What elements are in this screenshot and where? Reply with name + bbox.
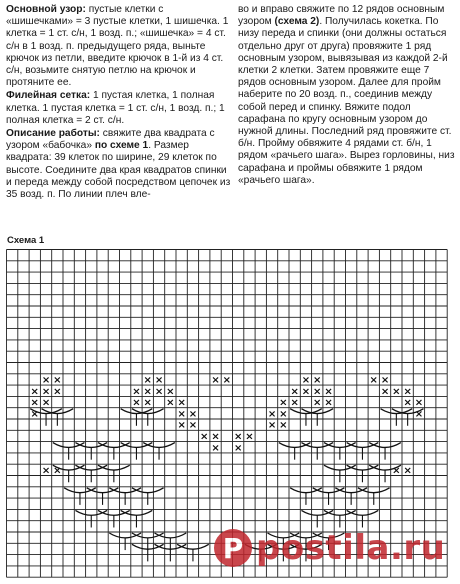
x-mark: × [166,397,175,409]
x-mark: × [30,397,39,409]
x-mark: × [41,386,51,398]
bracket-loop [121,510,153,515]
x-mark: × [211,442,220,454]
filet-mesh-text: 1 пустая клетка, 1 полная клетка. 1 пустая клетка = 1 ст. с/н, 1 возд. п.; 1 полная клетка = 2 ст. с/н. [6,90,225,126]
x-mark: × [200,431,209,443]
x-mark: × [301,374,311,386]
x-mark: × [30,408,39,420]
x-mark: × [177,420,186,432]
chart-caption: Схема 1 [7,235,45,246]
x-mark: × [166,386,175,398]
x-mark: × [154,386,164,398]
bracket-loop [177,544,209,549]
x-mark: × [380,386,390,398]
x-mark: × [324,397,333,409]
paragraph-main-pattern [6,4,232,89]
bracket-loop [98,465,130,470]
main-pattern-heading: Основной узор: [6,4,86,15]
scheme-1-ref: по схеме 1 [94,140,149,152]
x-mark: × [290,386,299,398]
x-mark: × [132,397,141,409]
x-mark: × [313,397,322,409]
watermark [214,518,454,578]
x-mark: × [211,431,220,443]
paragraph-work-description [6,128,232,201]
scheme-2-ref: (схема 2) [274,16,320,28]
x-mark: × [143,386,152,398]
paragraph-filet-mesh [6,90,232,127]
x-mark: × [233,431,243,443]
x-mark: × [403,465,412,477]
right-column [238,4,456,188]
left-column [6,4,232,202]
x-mark: × [177,408,186,420]
x-mark: × [188,420,198,432]
x-mark: × [392,465,401,477]
x-mark: × [290,397,299,409]
work-description-heading: Описание работы: [6,128,100,140]
bracket-loop [358,488,390,493]
x-mark: × [53,465,62,477]
x-mark: × [414,408,424,420]
x-mark: × [177,397,186,409]
x-mark: × [403,397,412,409]
bracket-loop [369,443,401,448]
bracket-loop [347,510,379,515]
bracket-loop [155,533,187,538]
x-mark: × [41,397,51,409]
x-mark: × [222,374,232,386]
x-mark: × [392,386,401,398]
x-mark: × [267,420,277,432]
x-mark: × [403,386,412,398]
x-mark: × [143,397,152,409]
x-mark: × [267,408,277,420]
postila-logo-icon: P [214,529,252,567]
x-mark: × [233,442,243,454]
x-mark: × [53,374,62,386]
x-mark: × [143,374,152,386]
x-mark: × [53,386,62,398]
instructions-text [6,4,456,232]
bracket-loop [143,443,175,448]
filet-mesh-heading: Филейная сетка: [6,90,91,102]
x-mark: × [188,408,198,420]
x-mark: × [279,420,288,432]
x-mark: × [245,431,254,443]
watermark-text: postila.ru [256,528,446,568]
x-mark: × [313,386,322,398]
x-mark: × [279,408,288,420]
x-mark: × [301,386,311,398]
x-mark: × [30,386,39,398]
main-pattern-text: пустые клетки с «шишечками» = 3 пустые клетки, 1 шишечка. 1 клетка = 1 ст. с/н, 1 возд. п.; «шишечка» = 4 ст. с/н в 1 возд. п. предыдущего ряда, выньте крючок из петли, введите крючок в 1-й из 4 ст. с/н, возьмите снятую петлю на крючок и протяните ее. [6,4,229,89]
x-mark: × [41,465,51,477]
x-mark: × [324,386,333,398]
x-mark: × [380,374,390,386]
x-mark: × [154,374,164,386]
x-mark: × [369,374,378,386]
x-mark: × [41,374,51,386]
work-description-text-b: . Размер квадрата: 39 клеток по ширине, 29 клеток по высоте. Соедините два края квадратов спинки и переда между собой посредством цепочек из 35 возд. п. По линии плеч вле- [6,140,231,201]
x-mark: × [132,386,141,398]
x-mark: × [313,374,322,386]
work-description-text-a: свяжите два квадрата с узором «бабочка» [6,128,215,152]
x-mark: × [211,374,220,386]
bracket-loop [132,488,164,493]
x-mark: × [414,397,424,409]
paragraph-continuation: во и вправо свяжите по 12 рядов основным узором (схема 2). Получилась кокетка. По низу переда и спинки (они должны остаться отдельно друг от друга) провяжите 1 ряд основным узором, вывязывая из каждой 2-й клетки 2 клетки. Затем провяжите еще 7 рядов основным узором. Далее для пройм наберите по 20 возд. п., соединив между собой перед и спинку. Вяжите подол сарафана по кругу основным узором до нужной длины. Последний ряд провяжите ст. б/н. Пройму обвяжите 4 рядами ст. б/н, 1 рядом «рачьего шага». Вырез горловины, низ сарафана и проймы обвяжите 1 рядом «рачьего шага». [238,4,455,186]
x-mark: × [279,397,288,409]
